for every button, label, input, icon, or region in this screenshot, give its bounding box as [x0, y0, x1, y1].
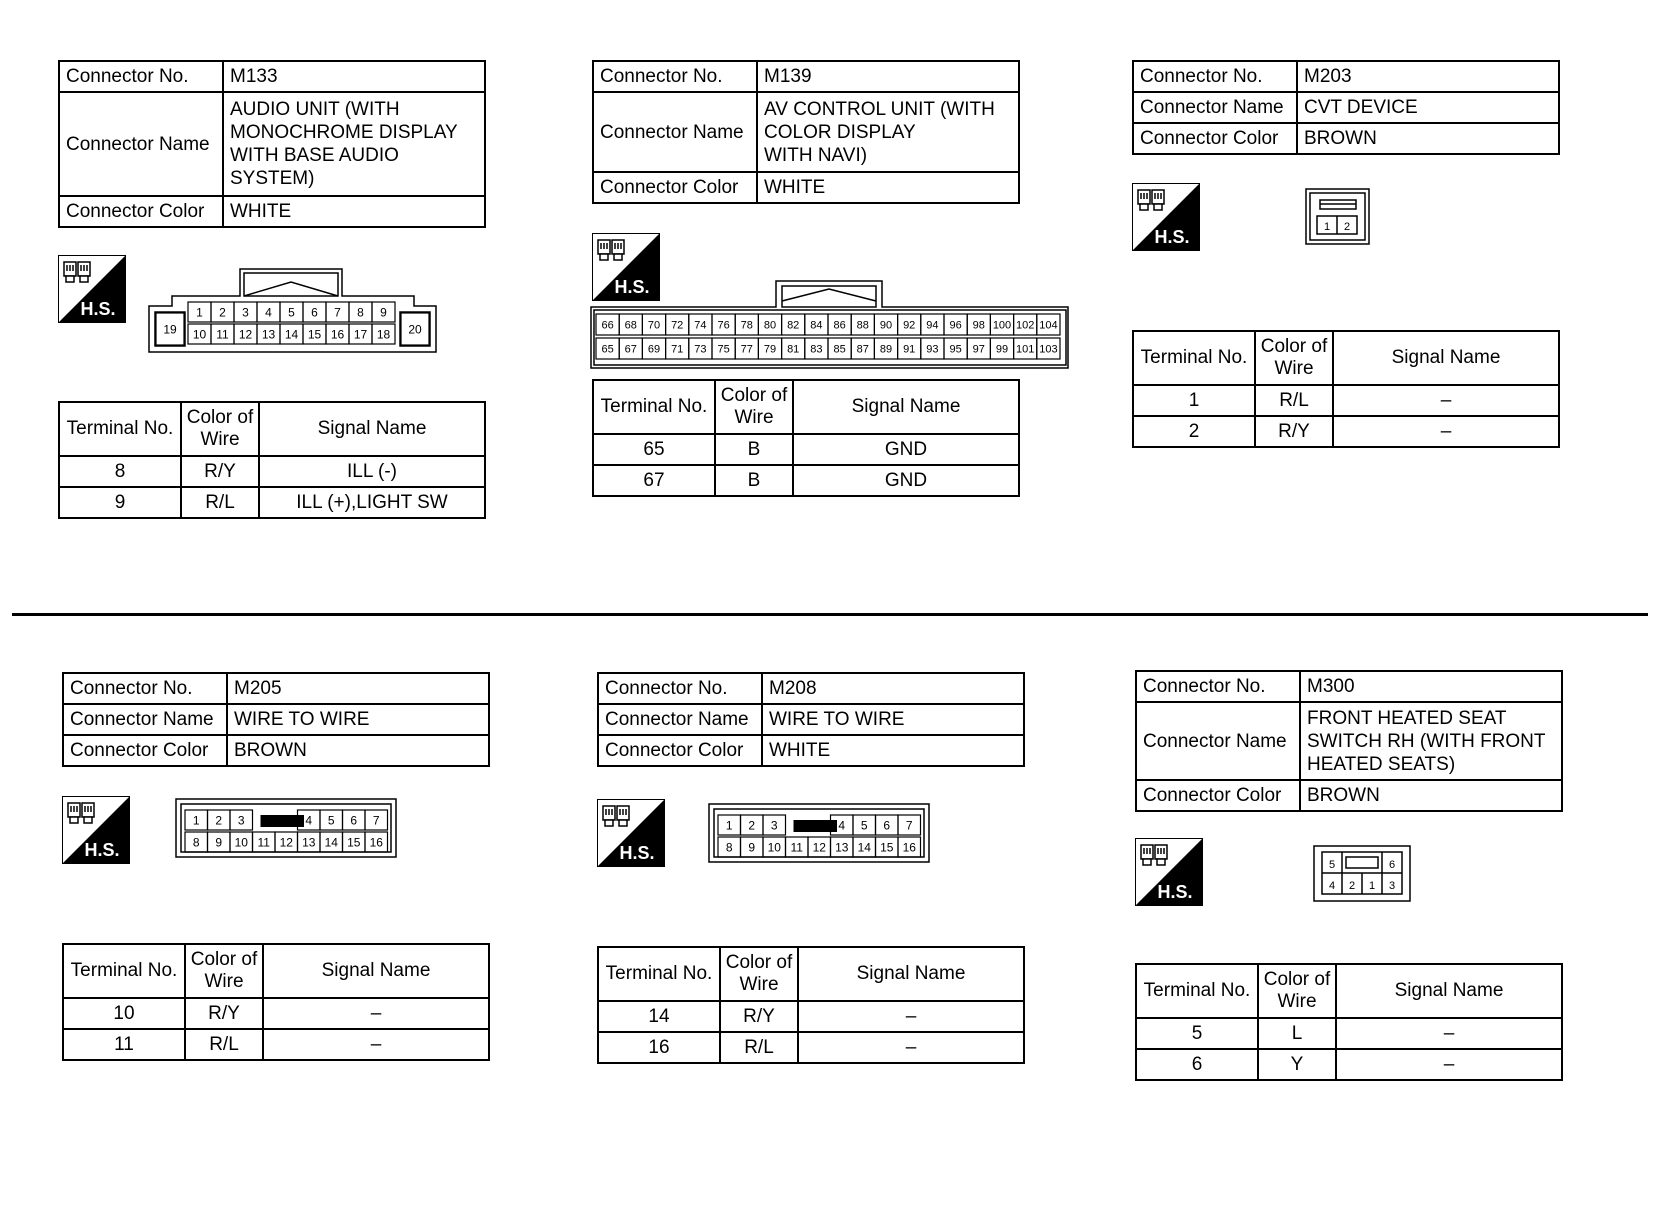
connector-color-label: Connector Color [59, 196, 223, 227]
terminal-no-header: Terminal No. [598, 947, 720, 1001]
signal-name-header: Signal Name [259, 402, 485, 456]
pin-label: 79 [763, 343, 777, 356]
pin-label: 14 [324, 835, 338, 850]
pin-label: 3 [237, 813, 245, 828]
terminal-cell: 1 [1133, 385, 1255, 416]
pin-label: 89 [879, 343, 893, 356]
pin-label: 1 [1323, 221, 1331, 233]
pin-label: 3 [770, 818, 778, 833]
pin-label: 69 [647, 343, 661, 356]
table-row [1133, 385, 1559, 416]
connector-color-label: Connector Color [593, 172, 757, 203]
pin-label: 1 [192, 813, 200, 828]
pin-label: 16 [330, 327, 345, 342]
table-row [598, 1001, 1024, 1032]
table-row [593, 434, 1019, 465]
wire-cell: R/L [1255, 385, 1333, 416]
pin-label: 4 [265, 305, 272, 320]
signal-name-header: Signal Name [263, 944, 489, 998]
pin-label: 4 [305, 813, 313, 828]
table-row [1136, 1018, 1562, 1049]
connector-color-label: Connector Color [1136, 780, 1300, 811]
wire-cell: R/Y [181, 456, 259, 487]
pin-label: 7 [334, 305, 341, 320]
pin-label: 67 [624, 343, 637, 356]
pin-label: 99 [995, 343, 1009, 356]
hs-label: H.S. [1157, 882, 1193, 902]
pin-label: 2 [219, 305, 226, 320]
connector-face-diagram [148, 268, 438, 354]
signal-cell: ILL (-) [259, 456, 485, 487]
terminal-no-header: Terminal No. [593, 380, 715, 434]
terminal-no-header: Terminal No. [1133, 331, 1255, 385]
harness-side-badge [58, 255, 126, 323]
pin-label: 1 [196, 305, 203, 320]
pin-label: 93 [926, 343, 939, 356]
pin-label: 97 [972, 343, 985, 356]
signal-name-header: Signal Name [1333, 331, 1559, 385]
terminal-table [1132, 330, 1560, 448]
connector-name-value: WIRE TO WIRE [227, 704, 489, 735]
pin-label: 13 [302, 835, 316, 850]
pin-label: 8 [192, 835, 200, 850]
wire-cell: R/L [720, 1032, 798, 1063]
signal-name-header: Signal Name [1336, 964, 1562, 1018]
terminal-cell: 16 [598, 1032, 720, 1063]
terminal-cell: 2 [1133, 416, 1255, 447]
pin-label: 86 [833, 319, 846, 332]
table-row [1133, 416, 1559, 447]
terminal-no-header: Terminal No. [63, 944, 185, 998]
connector-color-value: BROWN [1297, 123, 1559, 154]
pin-label: 9 [380, 305, 387, 320]
pin-label: 3 [1388, 880, 1396, 892]
signal-cell: ILL (+),LIGHT SW [259, 487, 485, 518]
connector-face-diagram [590, 280, 1070, 370]
table-row [59, 456, 485, 487]
pin-label: 12 [238, 327, 253, 342]
connector-face-diagram [708, 803, 932, 865]
pin-label: 20 [408, 322, 422, 337]
pin-label: 73 [694, 343, 707, 356]
connector-name-label: Connector Name [59, 92, 223, 196]
pin-label: 91 [903, 343, 916, 356]
wire-color-header: Color of Wire [720, 947, 798, 1001]
pin-label: 96 [949, 319, 962, 332]
pin-label: 14 [284, 327, 299, 342]
pin-label: 18 [376, 327, 391, 342]
pin-label: 16 [369, 835, 383, 850]
pin-label: 9 [748, 840, 756, 855]
table-row [598, 1032, 1024, 1063]
connector-name-value: CVT DEVICE [1297, 92, 1559, 123]
pin-label: 8 [725, 840, 733, 855]
pin-label: 11 [216, 327, 229, 342]
pin-label: 2 [1348, 880, 1356, 892]
wire-cell: R/Y [185, 998, 263, 1029]
connector-color-value: BROWN [1300, 780, 1562, 811]
pin-label: 101 [1016, 343, 1035, 356]
connector-no-label: Connector No. [593, 61, 757, 92]
wire-cell: R/Y [720, 1001, 798, 1032]
signal-cell: – [1336, 1049, 1562, 1080]
section-divider [12, 613, 1648, 616]
pin-label: 5 [1328, 859, 1336, 871]
wire-cell: R/Y [1255, 416, 1333, 447]
pin-label: 5 [860, 818, 868, 833]
connector-no-label: Connector No. [1136, 671, 1300, 702]
pin-label: 5 [288, 305, 295, 320]
connector-face-diagram [175, 798, 399, 860]
connector-no-value: M300 [1300, 671, 1562, 702]
pin-label: 2 [215, 813, 223, 828]
connector-color-label: Connector Color [63, 735, 227, 766]
terminal-table [62, 943, 490, 1061]
connector-color-label: Connector Color [598, 735, 762, 766]
pin-label: 6 [350, 813, 358, 828]
terminal-cell: 9 [59, 487, 181, 518]
pin-label: 11 [790, 840, 803, 855]
signal-cell: – [1333, 385, 1559, 416]
wire-cell: R/L [181, 487, 259, 518]
pin-label: 13 [261, 327, 276, 342]
pin-label: 17 [353, 327, 368, 342]
signal-cell: GND [793, 465, 1019, 496]
pin-label: 14 [857, 840, 871, 855]
connector-info-table [597, 672, 1025, 767]
pin-label: 71 [671, 343, 684, 356]
connector-color-value: WHITE [757, 172, 1019, 203]
pin-label: 75 [717, 343, 730, 356]
pin-label: 2 [1343, 221, 1351, 233]
pin-label: 98 [972, 319, 985, 332]
connector-info-table [62, 672, 490, 767]
connector-name-value: FRONT HEATED SEAT SWITCH RH (WITH FRONT HEATED SEATS) [1300, 702, 1562, 780]
hs-label: H.S. [1154, 227, 1190, 247]
terminal-cell: 6 [1136, 1049, 1258, 1080]
pin-label: 7 [372, 813, 380, 828]
connector-name-label: Connector Name [598, 704, 762, 735]
pin-label: 103 [1039, 343, 1058, 356]
pin-label: 70 [647, 319, 661, 332]
connector-no-label: Connector No. [59, 61, 223, 92]
pin-label: 85 [833, 343, 846, 356]
pin-label: 11 [257, 835, 270, 850]
connector-info-table [1132, 60, 1560, 155]
signal-cell: – [1333, 416, 1559, 447]
pin-label: 9 [215, 835, 223, 850]
pin-label: 102 [1016, 319, 1035, 332]
wire-cell: B [715, 434, 793, 465]
connector-info-table [1135, 670, 1563, 812]
pin-label: 12 [812, 840, 826, 855]
pin-label: 15 [307, 327, 322, 342]
pin-label: 83 [810, 343, 823, 356]
connector-name-value: AUDIO UNIT (WITH MONOCHROME DISPLAY WITH BASE AUDIO SYSTEM) [223, 92, 485, 196]
pin-label: 95 [949, 343, 962, 356]
connector-name-label: Connector Name [1136, 702, 1300, 780]
connector-name-label: Connector Name [593, 92, 757, 172]
terminal-cell: 10 [63, 998, 185, 1029]
hs-label: H.S. [619, 843, 655, 863]
signal-cell: – [798, 1001, 1024, 1032]
connector-no-value: M139 [757, 61, 1019, 92]
connector-color-value: WHITE [762, 735, 1024, 766]
pin-label: 78 [740, 319, 753, 332]
terminal-table [58, 401, 486, 519]
wire-color-header: Color of Wire [715, 380, 793, 434]
terminal-table [592, 379, 1020, 497]
pin-label: 4 [838, 818, 846, 833]
signal-name-header: Signal Name [798, 947, 1024, 1001]
pin-label: 6 [311, 305, 318, 320]
signal-cell: – [263, 998, 489, 1029]
pin-label: 74 [694, 319, 707, 332]
harness-side-badge [62, 796, 130, 864]
pin-label: 88 [856, 319, 869, 332]
hs-label: H.S. [80, 299, 116, 319]
table-row [593, 465, 1019, 496]
pin-label: 5 [327, 813, 335, 828]
connector-face-diagram [1313, 845, 1413, 903]
connector-name-value: AV CONTROL UNIT (WITH COLOR DISPLAY WITH NAVI) [757, 92, 1019, 172]
connector-color-value: WHITE [223, 196, 485, 227]
pin-label: 81 [787, 343, 800, 356]
pin-label: 68 [624, 319, 637, 332]
connector-color-label: Connector Color [1133, 123, 1297, 154]
terminal-table [597, 946, 1025, 1064]
wire-color-header: Color of Wire [1255, 331, 1333, 385]
terminal-table [1135, 963, 1563, 1081]
connector-no-value: M133 [223, 61, 485, 92]
wire-color-header: Color of Wire [185, 944, 263, 998]
table-row [63, 1029, 489, 1060]
pin-label: 2 [748, 818, 756, 833]
pin-label: 1 [725, 818, 733, 833]
table-row [63, 998, 489, 1029]
pin-label: 4 [1328, 880, 1336, 892]
pin-label: 72 [671, 319, 684, 332]
pin-label: 6 [1388, 859, 1396, 871]
wire-color-header: Color of Wire [181, 402, 259, 456]
pin-label: 77 [740, 343, 753, 356]
connector-no-value: M203 [1297, 61, 1559, 92]
hs-label: H.S. [614, 277, 650, 297]
pin-label: 94 [926, 319, 939, 332]
hs-label: H.S. [84, 840, 120, 860]
pin-label: 87 [856, 343, 869, 356]
harness-side-badge [597, 799, 665, 867]
table-row [1136, 1049, 1562, 1080]
signal-cell: GND [793, 434, 1019, 465]
harness-side-badge [1132, 183, 1200, 251]
table-row [59, 487, 485, 518]
terminal-cell: 11 [63, 1029, 185, 1060]
pin-label: 19 [163, 322, 177, 337]
signal-cell: – [798, 1032, 1024, 1063]
terminal-cell: 67 [593, 465, 715, 496]
pin-label: 80 [763, 319, 777, 332]
signal-name-header: Signal Name [793, 380, 1019, 434]
pin-label: 90 [879, 319, 893, 332]
pin-label: 92 [903, 319, 916, 332]
terminal-no-header: Terminal No. [1136, 964, 1258, 1018]
connector-no-label: Connector No. [1133, 61, 1297, 92]
connector-info-table [592, 60, 1020, 204]
connector-face-diagram [1305, 188, 1371, 246]
terminal-cell: 5 [1136, 1018, 1258, 1049]
connector-name-value: WIRE TO WIRE [762, 704, 1024, 735]
connector-name-label: Connector Name [1133, 92, 1297, 123]
connector-no-label: Connector No. [598, 673, 762, 704]
pin-label: 104 [1039, 319, 1058, 332]
wire-cell: R/L [185, 1029, 263, 1060]
connector-color-value: BROWN [227, 735, 489, 766]
pin-label: 13 [835, 840, 849, 855]
pin-label: 82 [787, 319, 800, 332]
connector-no-label: Connector No. [63, 673, 227, 704]
pin-label: 12 [279, 835, 293, 850]
pin-label: 6 [883, 818, 891, 833]
pin-label: 76 [717, 319, 730, 332]
pin-label: 65 [601, 343, 614, 356]
connector-no-value: M208 [762, 673, 1024, 704]
terminal-cell: 8 [59, 456, 181, 487]
connector-info-table [58, 60, 486, 228]
harness-side-badge [1135, 838, 1203, 906]
terminal-no-header: Terminal No. [59, 402, 181, 456]
signal-cell: – [1336, 1018, 1562, 1049]
pin-label: 1 [1368, 880, 1376, 892]
pin-label: 7 [905, 818, 913, 833]
wire-cell: Y [1258, 1049, 1336, 1080]
signal-cell: – [263, 1029, 489, 1060]
terminal-cell: 65 [593, 434, 715, 465]
connector-name-label: Connector Name [63, 704, 227, 735]
pin-label: 66 [601, 319, 614, 332]
pin-label: 15 [880, 840, 894, 855]
pin-label: 84 [810, 319, 823, 332]
pin-label: 10 [192, 327, 207, 342]
terminal-cell: 14 [598, 1001, 720, 1032]
pin-label: 10 [767, 840, 781, 855]
wire-cell: B [715, 465, 793, 496]
connector-no-value: M205 [227, 673, 489, 704]
wire-color-header: Color of Wire [1258, 964, 1336, 1018]
pin-label: 15 [347, 835, 361, 850]
pin-label: 8 [357, 305, 364, 320]
wire-cell: L [1258, 1018, 1336, 1049]
pin-label: 10 [234, 835, 248, 850]
pin-label: 3 [242, 305, 249, 320]
pin-label: 16 [902, 840, 916, 855]
pin-label: 100 [992, 319, 1012, 332]
